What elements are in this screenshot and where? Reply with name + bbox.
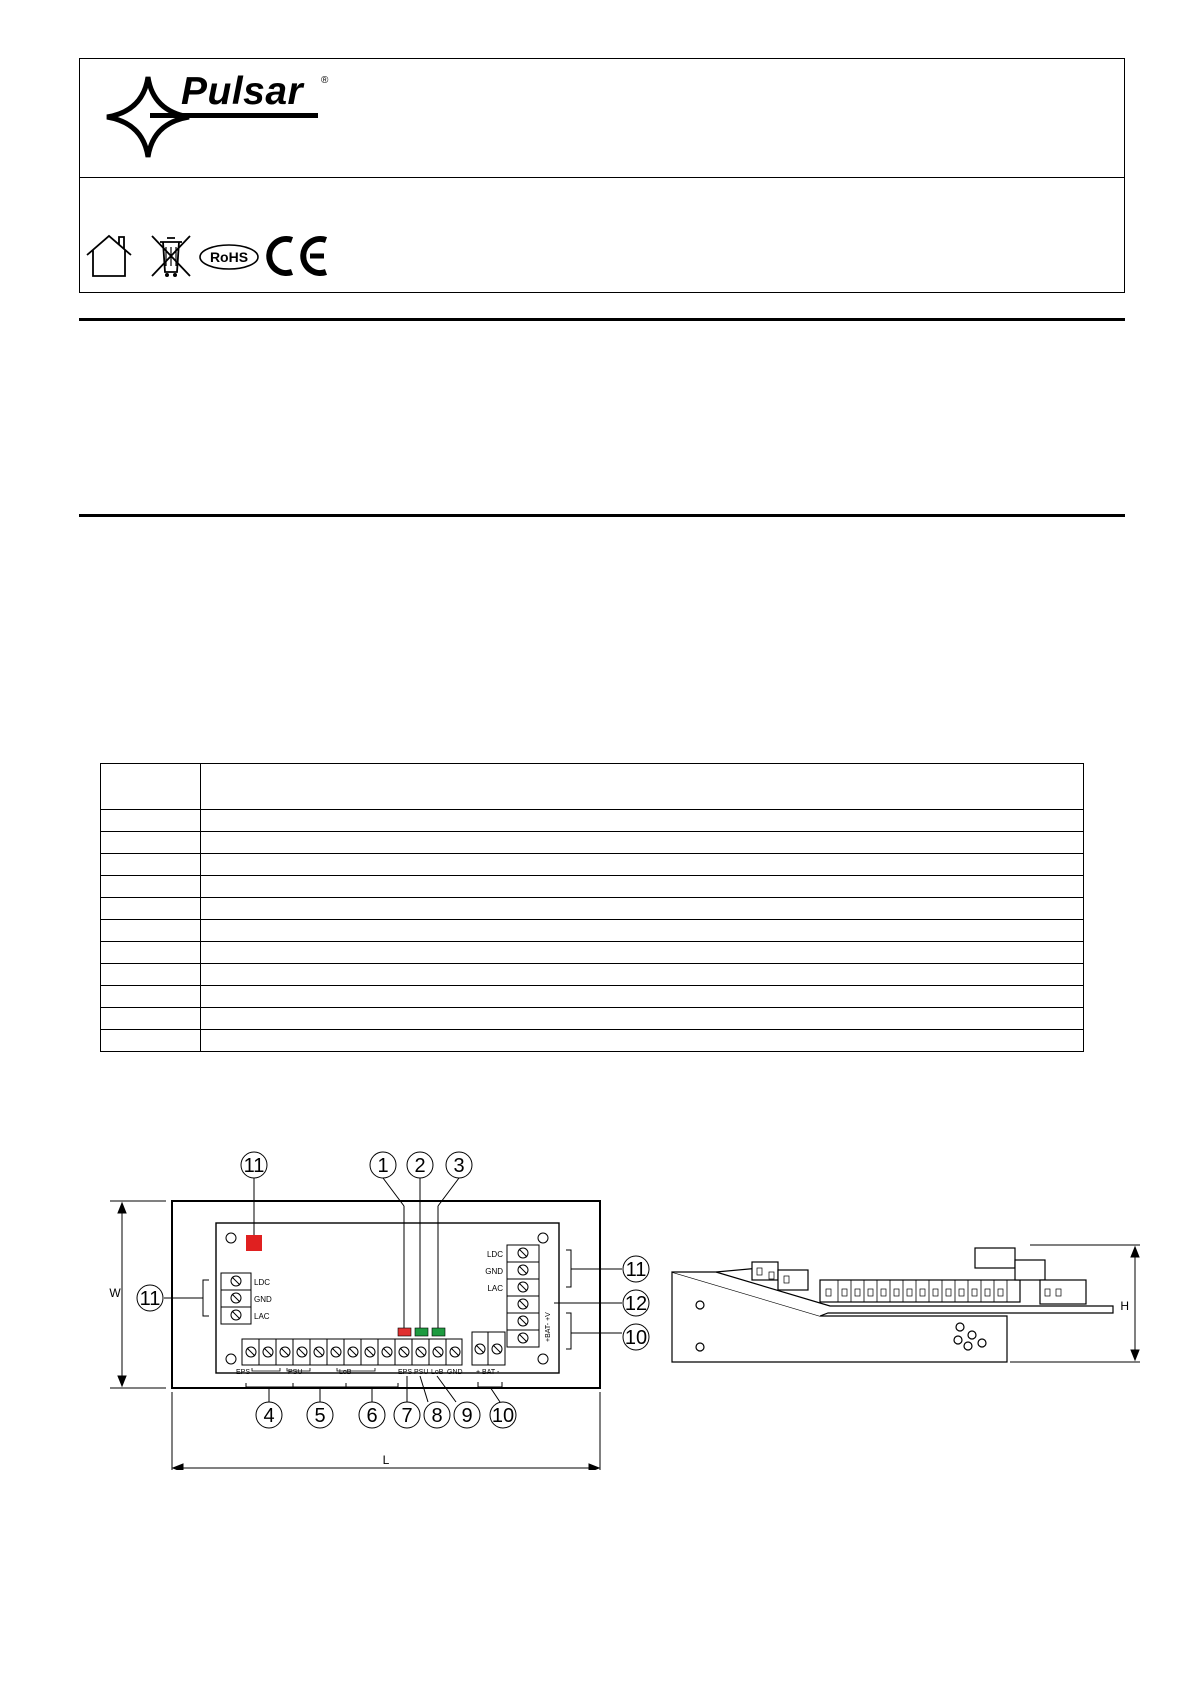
terminal-label: GND (254, 1295, 272, 1304)
table-cell (101, 964, 201, 986)
table-cell (201, 832, 1084, 854)
table-cell (201, 1030, 1084, 1052)
table-header-row (101, 764, 1084, 810)
svg-text:10: 10 (624, 1327, 648, 1349)
svg-text:11: 11 (243, 1155, 265, 1177)
led-green (415, 1328, 428, 1336)
table-row (101, 986, 1084, 1008)
table-cell (101, 920, 201, 942)
table-cell (201, 876, 1084, 898)
terminal-label: EPS (236, 1369, 251, 1376)
mount-hole (226, 1233, 236, 1243)
table-row (101, 942, 1084, 964)
table-cell (101, 942, 201, 964)
header-divider (79, 177, 1125, 178)
table-cell (201, 964, 1084, 986)
svg-text:11: 11 (625, 1259, 647, 1281)
home-icon (83, 233, 135, 279)
callout-9 (454, 1402, 480, 1428)
dimension-label-w: W (109, 1286, 121, 1300)
terminal-label: GND (447, 1369, 463, 1376)
terminal-label: GND (485, 1267, 503, 1276)
table-cell (101, 810, 201, 832)
callout-11-top (241, 1152, 267, 1178)
table-cell (101, 832, 201, 854)
svg-text:12: 12 (624, 1293, 648, 1315)
brand-reg-mark: ® (321, 75, 329, 86)
callout-11-right (623, 1256, 649, 1282)
section-rule-bottom (79, 514, 1125, 517)
ce-mark-icon (264, 232, 332, 280)
dimension-label-l: L (382, 1453, 390, 1467)
led-green (432, 1328, 445, 1336)
svg-text:3: 3 (453, 1155, 465, 1177)
module-diagram (0, 1130, 1190, 1470)
rohs-label: RoHS (209, 249, 249, 265)
table-cell (201, 810, 1084, 832)
brand-name: Pulsar (181, 70, 304, 113)
table-row (101, 964, 1084, 986)
rohs-icon (198, 242, 260, 272)
table-cell (201, 920, 1084, 942)
table-cell (201, 986, 1084, 1008)
table-row (101, 1030, 1084, 1052)
table-cell (101, 1008, 201, 1030)
table-cell (101, 1030, 201, 1052)
bottom-terminal-strip (236, 1339, 463, 1376)
callout-6 (359, 1402, 385, 1428)
fuse (246, 1235, 262, 1251)
terminal-label: EPS (398, 1369, 413, 1376)
terminal-label: + BAT - (476, 1369, 500, 1376)
table-cell (201, 898, 1084, 920)
weee-bin-icon (148, 232, 194, 280)
table-row (101, 854, 1084, 876)
callout-1 (370, 1152, 396, 1178)
table-cell (101, 898, 201, 920)
callout-12 (623, 1290, 649, 1316)
svg-text:1: 1 (377, 1155, 389, 1177)
table-cell (201, 1008, 1084, 1030)
mount-hole (538, 1354, 548, 1364)
section-rule-top (79, 318, 1125, 321)
callout-2 (407, 1152, 433, 1178)
svg-text:2: 2 (414, 1155, 426, 1177)
terminal-label: LDC (486, 1250, 503, 1259)
terminal-label: LoB (339, 1369, 352, 1376)
callout-11-left (137, 1285, 163, 1311)
terminal-label: LAC (254, 1312, 270, 1321)
terminal-label: LoB (431, 1369, 444, 1376)
terminal-label: LDC (254, 1278, 271, 1287)
parts-table (100, 763, 1084, 1052)
svg-text:4: 4 (263, 1405, 275, 1427)
battery-terminal-block (472, 1332, 505, 1376)
terminal-label-vertical: +BAT- +V (545, 1312, 552, 1342)
table-row (101, 810, 1084, 832)
table-cell (101, 854, 201, 876)
table-cell (101, 764, 201, 810)
table-row (101, 832, 1084, 854)
callout-10-right (623, 1324, 649, 1350)
table-cell (101, 986, 201, 1008)
terminal-label: PSU (288, 1369, 303, 1376)
svg-text:5: 5 (314, 1405, 326, 1427)
terminal-label: PSU (414, 1369, 429, 1376)
table-row (101, 1008, 1084, 1030)
callout-5 (307, 1402, 333, 1428)
mount-hole (226, 1354, 236, 1364)
table-row (101, 920, 1084, 942)
table-cell (101, 876, 201, 898)
left-terminal-block (221, 1273, 272, 1324)
callout-4 (256, 1402, 282, 1428)
svg-text:9: 9 (461, 1405, 473, 1427)
table-row (101, 876, 1084, 898)
svg-text:11: 11 (139, 1288, 161, 1310)
led-red (398, 1328, 411, 1336)
callout-3 (446, 1152, 472, 1178)
table-cell (201, 942, 1084, 964)
dimension-label-h: H (1120, 1299, 1129, 1313)
svg-text:7: 7 (401, 1405, 413, 1427)
callout-8 (424, 1402, 450, 1428)
table-row (101, 898, 1084, 920)
callout-7 (394, 1402, 420, 1428)
table-cell (201, 854, 1084, 876)
side-view (672, 1248, 1113, 1362)
terminal-label: LAC (487, 1284, 503, 1293)
callout-10-bottom (490, 1402, 516, 1428)
mount-hole (538, 1233, 548, 1243)
svg-text:6: 6 (366, 1405, 378, 1427)
svg-text:8: 8 (431, 1405, 443, 1427)
table-cell (201, 764, 1084, 810)
svg-text:10: 10 (491, 1405, 515, 1427)
